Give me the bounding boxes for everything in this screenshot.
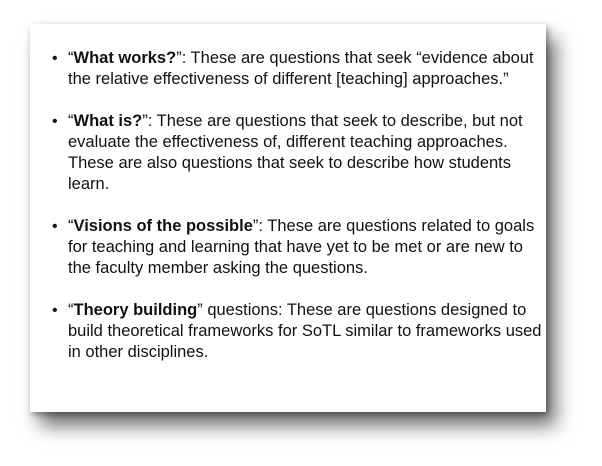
open-quote: “ [68, 301, 74, 319]
item-description: questions: These are questions designed to build theoretical frameworks for SoTL similar to frameworks used in other disciplines. [68, 301, 542, 361]
item-description: : These are questions that seek to describe, but not evaluate the effectiveness of, different teaching approaches. These are also questions that seek to describe how students learn. [68, 112, 523, 193]
item-description: : These are questions related to goals for teaching and learning that have yet to be met or are new to the faculty member asking the questions. [68, 217, 535, 277]
bullet-icon: • [52, 218, 58, 235]
bullet-icon: • [52, 302, 58, 319]
term-what-is: What is? [73, 112, 143, 130]
close-quote: ” [197, 301, 203, 319]
open-quote: “ [68, 49, 74, 67]
item-description: : These are questions that seek “evidence about the relative effectiveness of different [teaching] approaches.” [68, 49, 534, 88]
close-quote: ” [142, 112, 148, 130]
bullet-icon: • [52, 50, 58, 67]
bullet-icon: • [52, 113, 58, 130]
list-item-theory-building [52, 300, 546, 363]
document-card [30, 24, 546, 412]
close-quote: ” [176, 49, 182, 67]
term-visions-of-the-possible: Visions of the possible [73, 217, 253, 235]
list-item-what-works [52, 48, 546, 90]
open-quote: “ [68, 112, 74, 130]
term-what-works: What works? [73, 49, 177, 67]
list-item-visions-of-the-possible [52, 216, 546, 279]
open-quote: “ [68, 217, 74, 235]
term-theory-building: Theory building [73, 301, 198, 319]
close-quote: ” [252, 217, 259, 235]
list-item-what-is [52, 111, 546, 195]
bullet-list [52, 48, 546, 384]
